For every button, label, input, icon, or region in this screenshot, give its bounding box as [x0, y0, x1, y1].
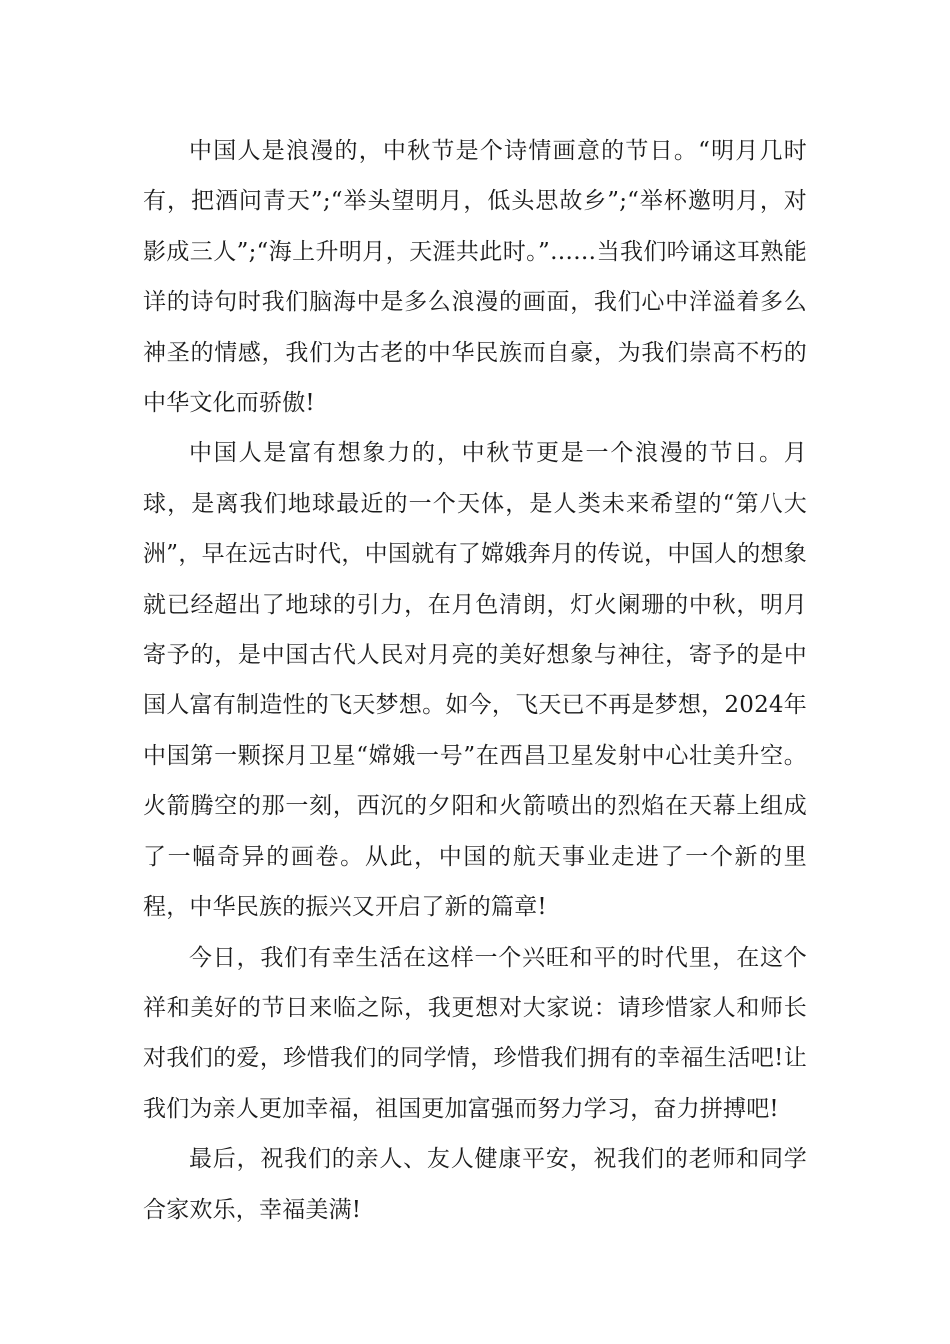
document-body	[143, 126, 807, 1235]
paragraph-4: 最后，祝我们的亲人、友人健康平安，祝我们的老师和同学合家欢乐，幸福美满!	[143, 1146, 807, 1223]
paragraph-3: 今日，我们有幸生活在这样一个兴旺和平的时代里，在这个祥和美好的节日来临之际，我更想对大家说：请珍惜家人和师长对我们的爱，珍惜我们的同学情，珍惜我们拥有的幸福生活吧!让我们为亲人更加幸福，祖国更加富强而努力学习，奋力拼搏吧!	[143, 944, 807, 1122]
paragraph-2: 中国人是富有想象力的，中秋节更是一个浪漫的节日。月球，是离我们地球最近的一个天体，是人类未来希望的“第八大洲”，早在远古时代，中国就有了嫦娥奔月的传说，中国人的想象就已经超出了地球的引力，在月色清朗，灯火阑珊的中秋，明月寄予的，是中国古代人民对月亮的美好想象与神往，寄予的是中国人富有制造性的飞天梦想。如今，飞天已不再是梦想，2024年中国第一颗探月卫星“嫦娥一号”在西昌卫星发射中心壮美升空。火箭腾空的那一刻，西沉的夕阳和火箭喷出的烈焰在天幕上组成了一幅奇异的画卷。从此，中国的航天事业走进了一个新的里程，中华民族的振兴又开启了新的篇章!	[143, 440, 807, 921]
paragraph-1: 中国人是浪漫的，中秋节是个诗情画意的节日。“明月几时有，把酒问青天”;“举头望明月，低头思故乡”;“举杯邀明月，对影成三人”;“海上升明月，天涯共此时。”……当我们吟诵这耳熟能详的诗句时我们脑海中是多么浪漫的画面，我们心中洋溢着多么神圣的情感，我们为古老的中华民族而自豪，为我们崇高不朽的中华文化而骄傲!	[143, 138, 807, 417]
